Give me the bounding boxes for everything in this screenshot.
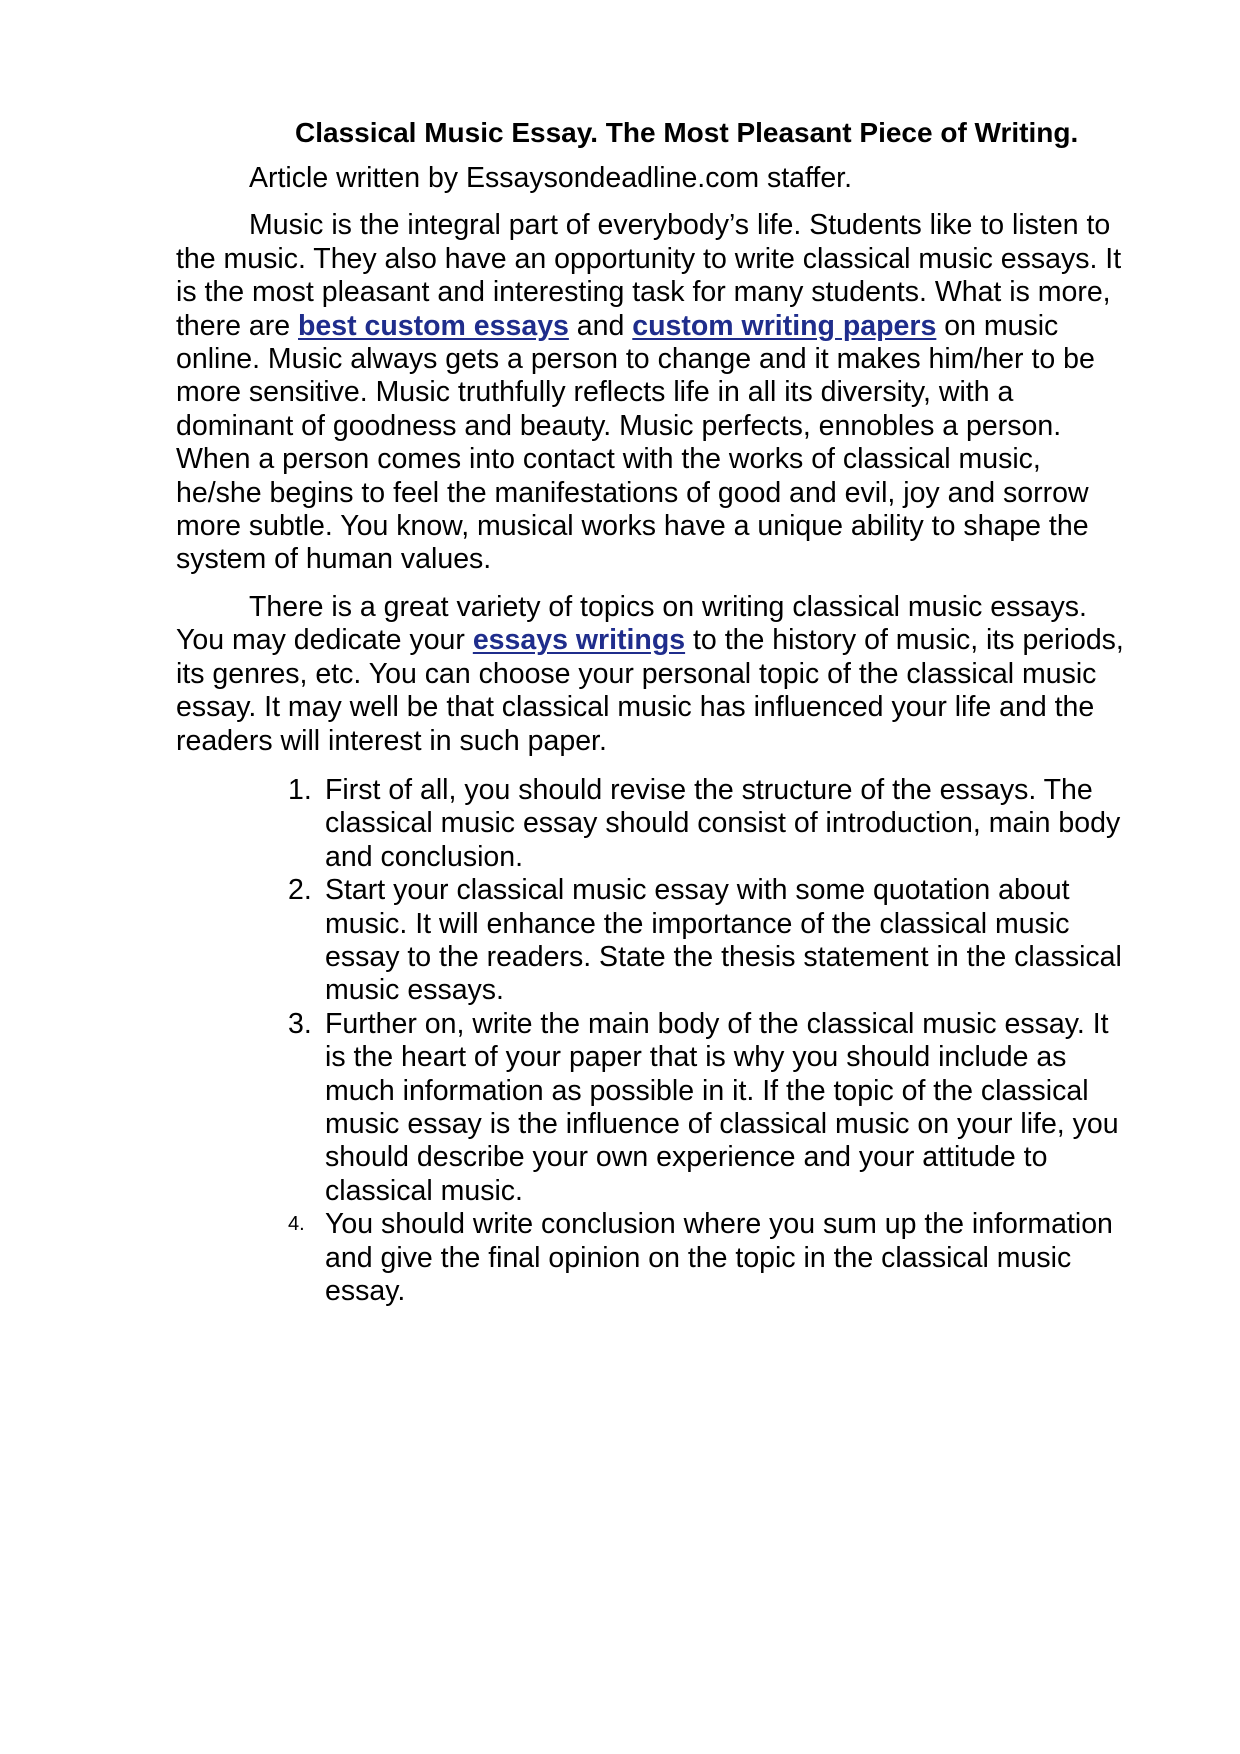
list-item-line: music essay is the influence of classical music on your life, you	[325, 1107, 1119, 1140]
paragraph-line: online. Music always gets a person to change and it makes him/her to be	[176, 343, 1095, 376]
list-item-number: 3.	[288, 1007, 312, 1040]
list-item-number: 2.	[288, 874, 312, 907]
list-item-line: classical music.	[325, 1174, 523, 1207]
list-item-line: Start your classical music essay with some quotation about	[325, 874, 1070, 907]
paragraph-text: on music	[936, 309, 1059, 342]
paragraph-line: more subtle. You know, musical works have a unique ability to shape the	[176, 510, 1089, 543]
paragraph-line: When a person comes into contact with the works of classical music,	[176, 443, 1041, 476]
list-item-line: First of all, you should revise the structure of the essays. The	[325, 773, 1093, 806]
tips-list	[176, 774, 1156, 1309]
best-custom-essays-link[interactable]: best custom essays	[298, 309, 569, 342]
paragraph-intro	[176, 209, 1156, 576]
paragraph-line: system of human values.	[176, 543, 492, 576]
list-item-line: classical music essay should consist of introduction, main body	[325, 807, 1121, 840]
paragraph-text: there are	[176, 309, 298, 342]
list-item	[176, 1008, 1156, 1208]
paragraph-line: There is a great variety of topics on writing classical music essays.	[249, 590, 1087, 623]
paragraph-line: is the most pleasant and interesting task for many students. What is more,	[176, 276, 1111, 309]
document-body	[176, 116, 1156, 1308]
list-item-line: should describe your own experience and your attitude to	[325, 1141, 1048, 1174]
paragraph-text: to the history of music, its periods,	[685, 624, 1124, 657]
list-item-line: and give the final opinion on the topic in the classical music	[325, 1241, 1072, 1274]
list-item	[176, 1208, 1156, 1308]
document-title: Classical Music Essay. The Most Pleasant Piece of Writing.	[295, 117, 1079, 148]
paragraph-line: dominant of goodness and beauty. Music perfects, ennobles a person.	[176, 409, 1062, 442]
paragraph-text: You may dedicate your	[176, 624, 473, 657]
list-item-line: essay.	[325, 1275, 406, 1307]
list-item-line: essay to the readers. State the thesis statement in the classical	[325, 940, 1122, 973]
list-item-line: much information as possible in it. If the topic of the classical	[325, 1074, 1089, 1107]
essays-writings-link[interactable]: essays writings	[472, 624, 686, 657]
paragraph-line: its genres, etc. You can choose your personal topic of the classical music	[176, 657, 1097, 690]
list-item-line: Further on, write the main body of the classical music essay. It	[325, 1007, 1109, 1040]
list-item-number: 1.	[288, 773, 312, 806]
paragraph-line: the music. They also have an opportunity to write classical music essays. It	[176, 242, 1122, 275]
paragraph-line: Music is the integral part of everybody’s life. Students like to listen to	[249, 209, 1111, 242]
list-item-number: 4.	[288, 1213, 305, 1236]
paragraph-line: more sensitive. Music truthfully reflects life in all its diversity, with a	[176, 376, 1014, 409]
paragraph-line	[176, 624, 1156, 657]
paragraph-line	[176, 310, 1156, 343]
list-item-line: and conclusion.	[325, 840, 524, 873]
paragraph-text: and	[568, 309, 633, 342]
list-item	[176, 874, 1156, 1008]
list-item	[176, 774, 1156, 874]
list-item-line: is the heart of your paper that is why you should include as	[325, 1041, 1067, 1074]
paragraph-line: readers will interest in such paper.	[176, 724, 607, 757]
paragraph-line: essay. It may well be that classical music has influenced your life and the	[176, 691, 1095, 724]
custom-writing-papers-link[interactable]: custom writing papers	[632, 309, 937, 342]
paragraph-topics	[176, 591, 1156, 758]
byline: Article written by Essaysondeadline.com staffer.	[249, 162, 853, 194]
list-item-line: music essays.	[325, 974, 504, 1007]
list-item-line: You should write conclusion where you sum up the information	[325, 1208, 1113, 1241]
list-item-line: music. It will enhance the importance of the classical music	[325, 907, 1070, 940]
paragraph-line: he/she begins to feel the manifestations of good and evil, joy and sorrow	[176, 476, 1089, 509]
